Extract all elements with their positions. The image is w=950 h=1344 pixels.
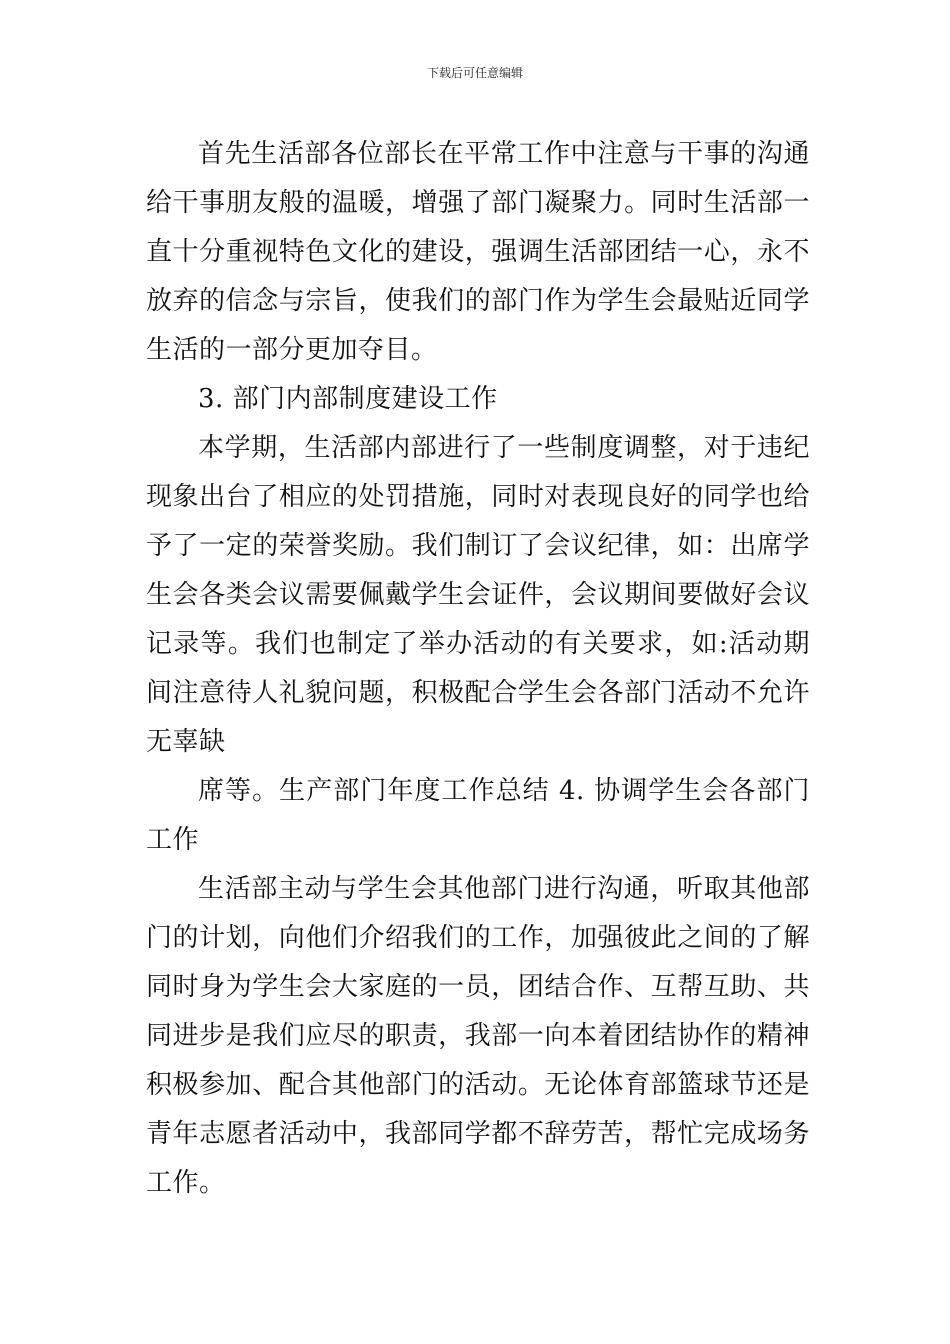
paragraph-life-dept-communication: 首先生活部各位部长在平常工作中注意与干事的沟通给干事朋友般的温暖，增强了部门凝聚力。同时生活部一直十分重视特色文化的建设，强调生活部团结一心，永不放弃的信念与宗旨，使我们的部门作为学生会最贴近同学生活的一部分更加夺目。 [146, 139, 810, 365]
document-body [146, 130, 810, 1208]
section-heading-coordination: 席等。生产部门年度工作总结 4. 协调学生会各部门工作 [146, 776, 810, 855]
section-heading-internal-rules: 3. 部门内部制度建设工作 [198, 384, 498, 414]
page-header: 下载后可任意编辑 [426, 66, 523, 80]
paragraph-coordination: 生活部主动与学生会其他部门进行沟通，听取其他部门的计划，向他们介绍我们的工作，加强彼此之间的了解同时身为学生会大家庭的一员，团结合作、互帮互助、共同进步是我们应尽的职责，我部一向本着团结协作的精神积极参加、配合其他部门的活动。无论体育部篮球节还是青年志愿者活动中，我部同学都不辞劳苦，帮忙完成场务工作。 [146, 874, 810, 1198]
paragraph-internal-rules: 本学期，生活部内部进行了一些制度调整，对于违纪现象出台了相应的处罚措施，同时对表现良好的同学也给予了一定的荣誉奖励。我们制订了会议纪律，如：出席学生会各类会议需要佩戴学生会证件，会议期间要做好会议记录等。我们也制定了举办活动的有关要求，如:活动期间注意待人礼貌问题，积极配合学生会各部门活动不允许无辜缺 [146, 433, 810, 757]
